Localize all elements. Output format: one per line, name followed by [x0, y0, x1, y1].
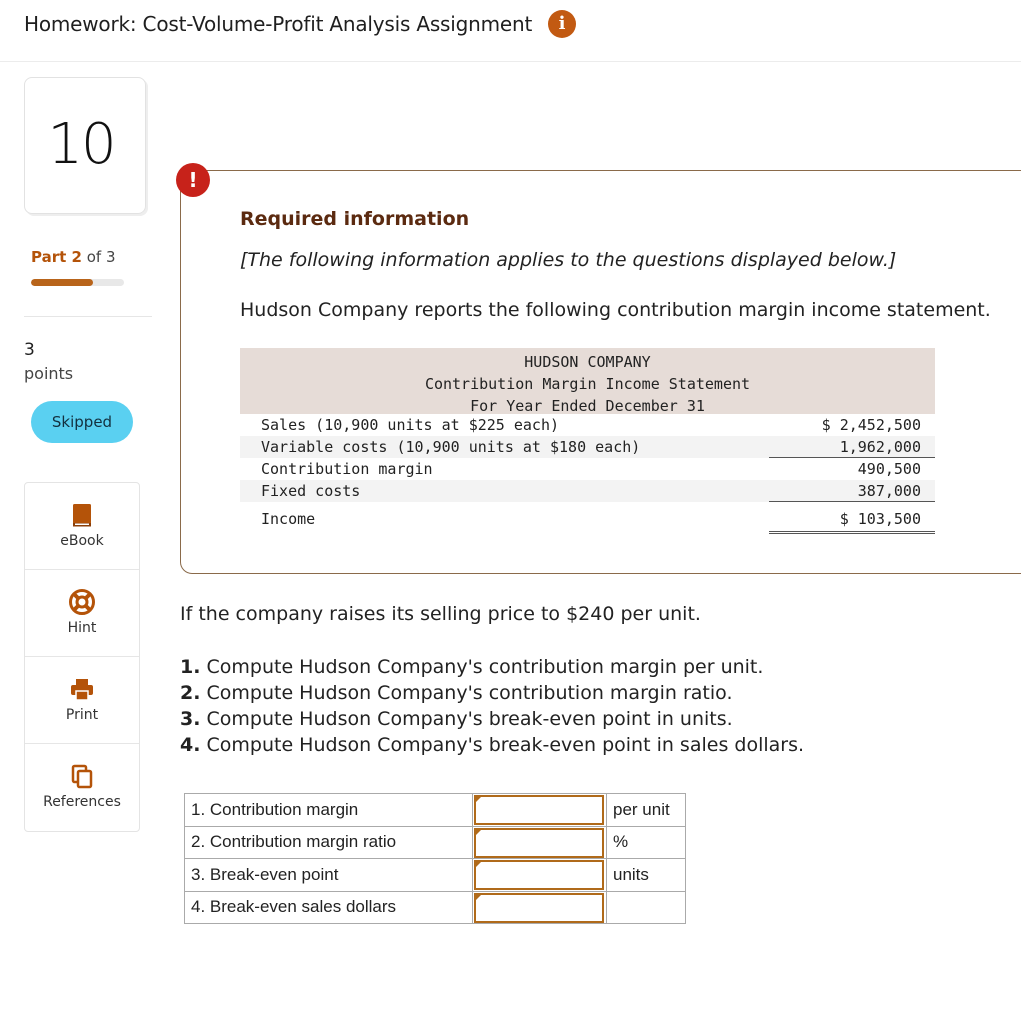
task-text: Compute Hudson Company's break-even point in units.: [206, 708, 733, 730]
row-label: Sales (10,900 units at $225 each): [261, 416, 560, 434]
input-flag-icon: [474, 893, 483, 902]
task-item: [180, 654, 804, 680]
references-label: References: [43, 794, 121, 810]
task-text: Compute Hudson Company's break-even point in sales dollars.: [206, 734, 805, 756]
part-progress-fill: [31, 279, 93, 286]
hint-button[interactable]: [25, 570, 139, 657]
part-progress-bar: [31, 279, 124, 286]
contribution-margin-ratio-input[interactable]: [474, 828, 604, 858]
answer-unit: per unit: [607, 794, 686, 827]
statement-period: For Year Ended December 31: [470, 397, 705, 415]
answer-cell: [473, 826, 607, 859]
task-item: [180, 732, 804, 758]
table-row: [185, 826, 686, 859]
ebook-button[interactable]: [25, 483, 139, 570]
print-label: Print: [65, 707, 99, 723]
part-word: Part: [31, 248, 67, 266]
input-flag-icon: [474, 795, 483, 804]
row-value: 387,000: [857, 482, 921, 500]
divider: [24, 316, 152, 317]
question-text: If the company raises its selling price to $240 per unit.: [180, 603, 701, 625]
statement-row: [240, 502, 935, 534]
table-row: [185, 891, 686, 924]
answer-label: 4. Break-even sales dollars: [185, 891, 473, 924]
statement-row: [240, 458, 935, 480]
tools-panel: [24, 482, 140, 832]
answer-unit: %: [607, 826, 686, 859]
row-label: Contribution margin: [261, 460, 433, 478]
table-row: [185, 859, 686, 892]
printer-icon: [68, 675, 96, 703]
answer-cell: [473, 794, 607, 827]
task-item: [180, 680, 804, 706]
documents-icon: [68, 762, 96, 790]
statement-row: [240, 436, 935, 458]
task-number: 2.: [180, 682, 201, 704]
statement-header: [240, 348, 935, 414]
income-statement: [240, 348, 935, 534]
answer-label: 3. Break-even point: [185, 859, 473, 892]
hint-label: Hint: [67, 620, 97, 636]
required-intro: Hudson Company reports the following contribution margin income statement.: [240, 299, 991, 321]
print-button[interactable]: [25, 657, 139, 744]
answer-cell: [473, 891, 607, 924]
row-value: 490,500: [857, 460, 921, 478]
input-flag-icon: [474, 860, 483, 869]
statement-row: [240, 414, 935, 436]
row-label: Income: [261, 510, 316, 528]
lifebuoy-icon: [68, 588, 96, 616]
ebook-label: eBook: [60, 533, 104, 549]
row-value: $ 2,452,500: [821, 416, 921, 434]
required-title: Required information: [240, 208, 470, 230]
task-text: Compute Hudson Company's contribution margin per unit.: [206, 656, 764, 678]
info-icon[interactable]: i: [548, 10, 576, 38]
question-number: 10: [47, 112, 115, 177]
answer-label: 1. Contribution margin: [185, 794, 473, 827]
answer-label: 2. Contribution margin ratio: [185, 826, 473, 859]
statement-title: Contribution Margin Income Statement: [424, 375, 751, 393]
skipped-status-button[interactable]: Skipped: [31, 401, 133, 443]
task-number: 4.: [180, 734, 201, 756]
part-indicator: [31, 248, 116, 266]
points-label: points: [24, 364, 74, 383]
required-note: [The following information applies to the questions displayed below.]: [240, 249, 897, 271]
statement-company: HUDSON COMPANY: [524, 353, 651, 371]
row-label: Fixed costs: [261, 482, 361, 500]
task-item: [180, 706, 804, 732]
question-number-card: [24, 77, 146, 214]
task-number: 3.: [180, 708, 201, 730]
points-value: 3: [24, 340, 35, 360]
references-button[interactable]: [25, 744, 139, 831]
task-number: 1.: [180, 656, 201, 678]
row-label: Variable costs (10,900 units at $180 each): [261, 438, 641, 456]
statement-row: [240, 480, 935, 502]
answer-table: [184, 793, 686, 924]
answer-unit: units: [607, 859, 686, 892]
answer-cell: [473, 859, 607, 892]
alert-icon: !: [176, 163, 210, 197]
task-list: [180, 654, 804, 758]
task-text: Compute Hudson Company's contribution margin ratio.: [206, 682, 733, 704]
part-total: of 3: [86, 248, 116, 266]
answer-unit: [607, 891, 686, 924]
page-header: [0, 0, 1021, 62]
row-value: $ 103,500: [839, 510, 921, 528]
assignment-title: Homework: Cost-Volume-Profit Analysis Assignment: [24, 12, 533, 36]
row-value: 1,962,000: [839, 438, 921, 456]
part-current: 2: [71, 248, 82, 266]
table-row: [185, 794, 686, 827]
book-icon: [68, 501, 96, 529]
break-even-sales-input[interactable]: [474, 893, 604, 923]
input-flag-icon: [474, 828, 483, 837]
break-even-point-input[interactable]: [474, 860, 604, 890]
contribution-margin-input[interactable]: [474, 795, 604, 825]
